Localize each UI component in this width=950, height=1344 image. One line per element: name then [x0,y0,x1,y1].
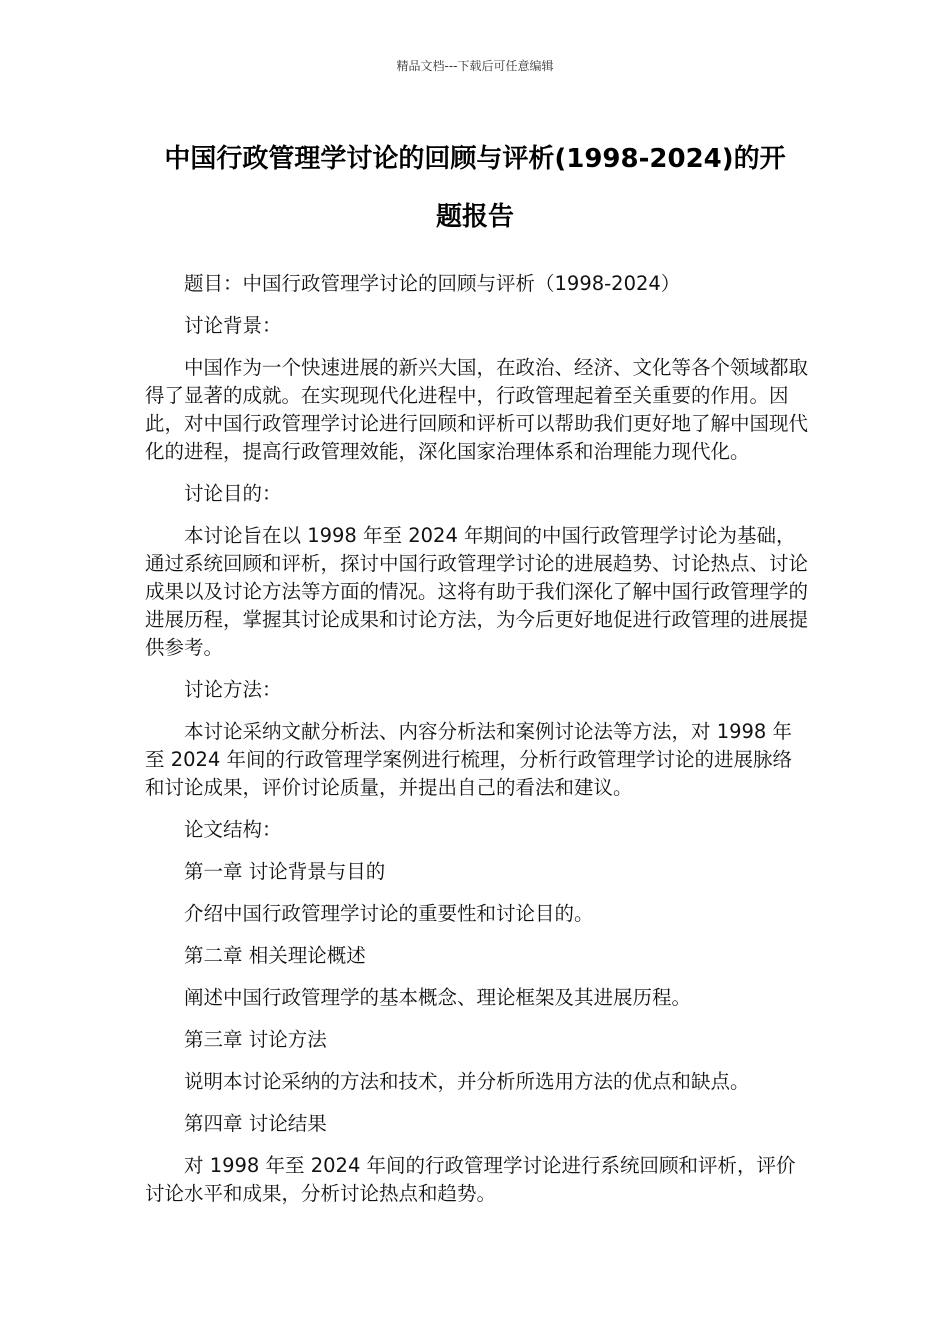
chapter-4-title: 第四章 讨论结果 [184,1112,327,1135]
purpose-paragraph: 本讨论旨在以 1998 年至 2024 年期间的中国行政管理学讨论为基础，通过系统回顾和评析，探讨中国行政管理学讨论的进展趋势、讨论热点、讨论成果以及讨论方法等方面的情况。这将有助于我们深化了解中国行政管理学的进展历程，掌握其讨论成果和讨论方法，为今后更好地促进行政管理的进展提供参考。 [145,524,809,659]
chapter-2-title: 第二章 相关理论概述 [184,944,366,967]
chapter-1-description: 介绍中国行政管理学讨论的重要性和讨论目的。 [184,902,594,925]
background-heading: 讨论背景： [184,314,282,337]
chapter-3-description: 说明本讨论采纳的方法和技术，并分析所选用方法的优点和缺点。 [184,1070,750,1093]
chapter-1-title: 第一章 讨论背景与目的 [184,860,386,883]
chapter-4-description: 对 1998 年至 2024 年间的行政管理学讨论进行系统回顾和评析，评价讨论水平和成果，分析讨论热点和趋势。 [145,1154,796,1205]
document-title-line-2: 题报告 [435,202,514,232]
chapter-2-description: 阐述中国行政管理学的基本概念、理论框架及其进展历程。 [184,986,692,1009]
background-paragraph: 中国作为一个快速进展的新兴大国，在政治、经济、文化等各个领域都取得了显著的成就。在实现现代化进程中，行政管理起着至关重要的作用。因此，对中国行政管理学讨论进行回顾和评析可以帮助我们更好地了解中国现代化的进程，提高行政管理效能，深化国家治理体系和治理能力现代化。 [145,356,809,463]
method-paragraph: 本讨论采纳文献分析法、内容分析法和案例讨论法等方法，对 1998 年至 2024 年间的行政管理学案例进行梳理，分析行政管理学讨论的进展脉络和讨论成果，评价讨论质量，并提出自己的看法和建议。 [145,720,793,799]
topic-line: 题目：中国行政管理学讨论的回顾与评析（1998-2024） [184,272,681,295]
purpose-heading: 讨论目的： [184,482,282,505]
chapter-3-title: 第三章 讨论方法 [184,1028,327,1051]
document-body [145,270,810,1222]
document-title-line-1: 中国行政管理学讨论的回顾与评析(1998-2024)的开 [164,144,786,174]
method-heading: 讨论方法： [184,678,282,701]
document-title [145,130,805,246]
page-header-note: 精品文档---下载后可任意编辑 [396,59,554,73]
structure-heading: 论文结构： [184,818,282,841]
